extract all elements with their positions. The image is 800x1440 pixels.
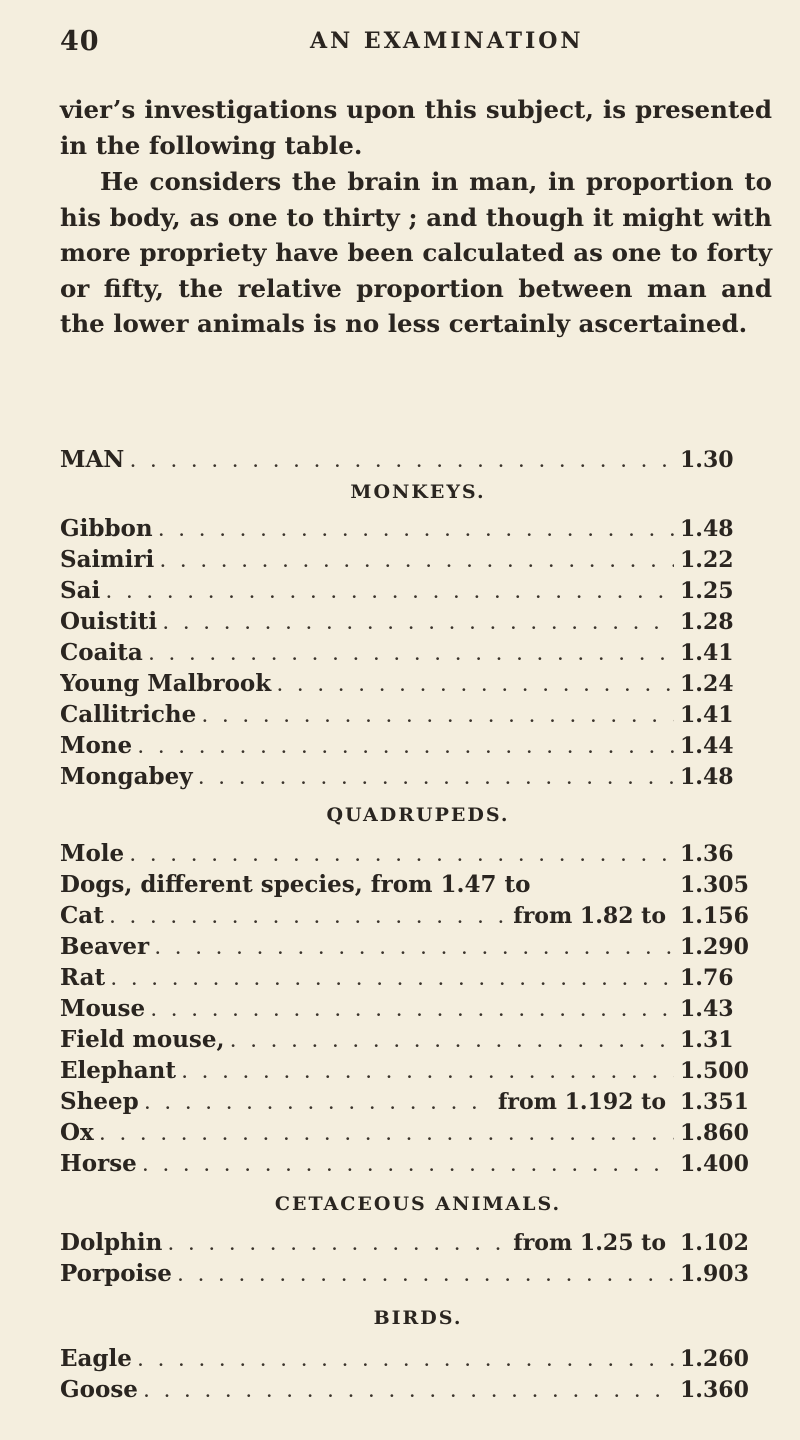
page-number: 40 (60, 26, 100, 57)
leader-dots (143, 1157, 674, 1175)
table-row (60, 546, 776, 577)
row-value: 1.41 (680, 640, 734, 666)
row-name: Ox (60, 1119, 94, 1146)
row-value: 1.44 (680, 733, 734, 759)
leader-dots (138, 1352, 674, 1370)
brain-proportion-table (60, 446, 776, 1407)
row-value: 1.860 (680, 1120, 749, 1146)
leader-dots (277, 677, 674, 695)
paragraph-proportion: He considers the brain in man, in proportion to his body, as one to thirty ; and though it might with more propriety have been calculated as one to forty or fifty, the relative proportion between man and the lower animals is no less certainly ascertained. (60, 167, 772, 338)
row-value: 1.500 (680, 1058, 749, 1084)
leader-dots (182, 1064, 674, 1082)
table-sections (60, 481, 776, 1407)
paragraph-intro: vier’s investigations upon this subject, is presented in the following table. (60, 95, 772, 160)
leader-dots (159, 522, 674, 540)
row-name: Mouse (60, 995, 146, 1022)
leader-dots (168, 1236, 507, 1254)
row-name: Elephant (60, 1057, 176, 1084)
row-name: Mole (60, 840, 125, 867)
table-row (60, 1150, 776, 1181)
table-row (60, 964, 776, 995)
table-row (60, 639, 776, 670)
row-range: from 1.25 to (513, 1230, 666, 1256)
table-row (60, 1088, 776, 1119)
row-value: 1.25 (680, 578, 734, 604)
section-title: BIRDS. (373, 1307, 463, 1329)
table-row (60, 515, 776, 546)
leader-dots (178, 1267, 674, 1285)
table-row (60, 1119, 776, 1150)
row-name: Saimiri (60, 546, 155, 573)
row-name: Cat (60, 902, 104, 929)
leader-dots (151, 1002, 674, 1020)
row-name: Callitriche (60, 701, 197, 728)
leader-dots (110, 909, 507, 927)
row-value: 1.36 (680, 841, 734, 867)
row-name: Gibbon (60, 515, 153, 542)
table-row (60, 1345, 776, 1376)
row-value: 1.290 (680, 934, 749, 960)
row-value: 1.48 (680, 764, 734, 790)
table-row (60, 1376, 776, 1407)
page-header (60, 18, 760, 66)
table-row (60, 732, 776, 763)
row-value: 1.24 (680, 671, 734, 697)
row-name: Horse (60, 1150, 137, 1177)
table-row (60, 577, 776, 608)
row-value: 1.360 (680, 1377, 749, 1403)
row-range: from 1.82 to (513, 903, 666, 929)
row-name: Dogs, different species, from 1.47 to (60, 871, 531, 898)
leader-dots (106, 584, 674, 602)
row-value: 1.305 (680, 872, 749, 898)
row-value: 1.260 (680, 1346, 749, 1372)
row-name: Beaver (60, 933, 150, 960)
table-row (60, 608, 776, 639)
row-value: 1.156 (680, 903, 749, 929)
leader-dots (149, 646, 674, 664)
row-value: 1.43 (680, 996, 734, 1022)
row-name: Mone (60, 732, 133, 759)
table-row (60, 995, 776, 1026)
row-value: 1.400 (680, 1151, 749, 1177)
row-value: 1.351 (680, 1089, 749, 1115)
row-name: Rat (60, 964, 106, 991)
table-row (60, 701, 776, 732)
table-row (60, 1026, 776, 1057)
table-row (60, 871, 776, 902)
leader-dots (144, 1383, 674, 1401)
leader-dots (231, 1033, 674, 1051)
row-name: Young Malbrook (60, 670, 272, 697)
row-value: 1.28 (680, 609, 734, 635)
row-name: Coaita (60, 639, 143, 666)
row-value: 1.31 (680, 1027, 734, 1053)
leader-dots (202, 708, 674, 726)
leader-dots (163, 615, 674, 633)
leader-dots (160, 553, 674, 571)
running-head: AN EXAMINATION (310, 28, 584, 54)
row-name: Sheep (60, 1088, 139, 1115)
row-name: Porpoise (60, 1260, 172, 1287)
section-title: MONKEYS. (350, 481, 486, 503)
row-value: 1.76 (680, 965, 734, 991)
leader-dots (138, 739, 674, 757)
row-value: 1.48 (680, 516, 734, 542)
table-row-man (60, 446, 776, 477)
table-row (60, 1260, 776, 1291)
row-value: 1.41 (680, 702, 734, 728)
row-value: 1.102 (680, 1230, 749, 1256)
leader-dots (100, 1126, 674, 1144)
row-name: Dolphin (60, 1229, 163, 1256)
section-title: QUADRUPEDS. (326, 804, 510, 826)
row-name: Field mouse, (60, 1026, 225, 1053)
row-value: 1.30 (680, 447, 734, 473)
row-name: Mongabey (60, 763, 193, 790)
section-title: CETACEOUS ANIMALS. (274, 1193, 562, 1215)
row-name: Sai (60, 577, 101, 604)
row-range: from 1.192 to (497, 1089, 666, 1115)
leader-dots (130, 847, 674, 865)
table-row (60, 1057, 776, 1088)
row-name: Goose (60, 1376, 138, 1403)
leader-dots (155, 940, 674, 958)
leader-dots (145, 1095, 492, 1113)
row-value: 1.903 (680, 1261, 749, 1287)
row-value: 1.22 (680, 547, 734, 573)
row-name: MAN (60, 446, 125, 473)
table-row (60, 840, 776, 871)
leader-dots (111, 971, 674, 989)
table-row (60, 902, 776, 933)
row-name: Ouistiti (60, 608, 158, 635)
leader-dots (130, 453, 674, 471)
table-row (60, 670, 776, 701)
table-row (60, 933, 776, 964)
table-row (60, 763, 776, 794)
leader-dots (199, 770, 674, 788)
table-row (60, 1229, 776, 1260)
row-name: Eagle (60, 1345, 132, 1372)
